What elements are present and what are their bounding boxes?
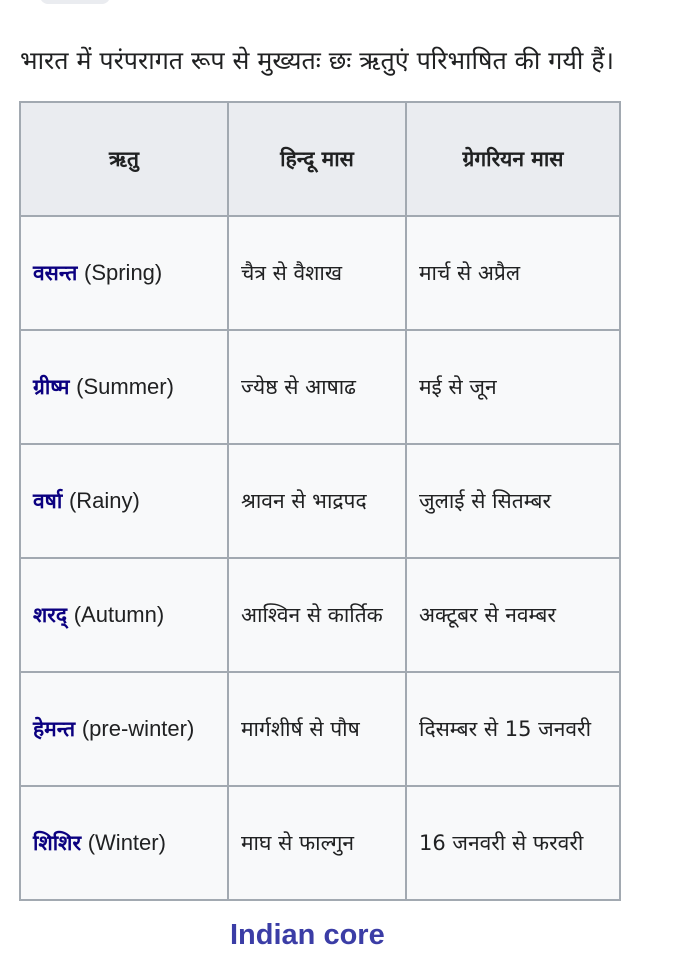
gregorian-month-cell: मई से जून — [406, 330, 620, 444]
header-gregorian-month: ग्रेगरियन मास — [406, 102, 620, 216]
season-english: (Autumn) — [73, 602, 165, 627]
table-row — [20, 444, 620, 558]
season-english: (Spring) — [84, 260, 163, 285]
season-link[interactable]: शरद् — [33, 603, 68, 627]
watermark-caption: Indian core — [230, 919, 385, 951]
gregorian-month-cell: 16 जनवरी से फरवरी — [406, 786, 620, 900]
season-english: (Rainy) — [68, 488, 140, 513]
season-cell — [20, 444, 228, 558]
season-link[interactable]: वर्षा — [33, 489, 63, 513]
intro-paragraph: भारत में परंपरागत रूप से मुख्यतः छः ऋतुएं परिभाषित की गयी हैं। — [20, 46, 615, 75]
season-link[interactable]: ग्रीष्म — [33, 375, 70, 399]
hindu-month-cell: चैत्र से वैशाख — [228, 216, 406, 330]
table-row — [20, 786, 620, 900]
table-header-row — [20, 102, 620, 216]
season-link[interactable]: शिशिर — [33, 831, 82, 855]
hindu-month-cell: ज्येष्ठ से आषाढ — [228, 330, 406, 444]
season-link[interactable]: हेमन्त — [33, 717, 76, 741]
table-row — [20, 558, 620, 672]
season-link[interactable]: वसन्त — [33, 261, 78, 285]
seasons-table — [19, 101, 621, 901]
table-row — [20, 672, 620, 786]
hindu-month-cell: माघ से फाल्गुन — [228, 786, 406, 900]
gregorian-month-cell: दिसम्बर से 15 जनवरी — [406, 672, 620, 786]
gregorian-month-cell: जुलाई से सितम्बर — [406, 444, 620, 558]
top-decoration — [40, 0, 110, 4]
season-cell — [20, 786, 228, 900]
hindu-month-cell: मार्गशीर्ष से पौष — [228, 672, 406, 786]
season-cell — [20, 558, 228, 672]
season-cell — [20, 330, 228, 444]
table-row — [20, 330, 620, 444]
season-cell — [20, 216, 228, 330]
table-row — [20, 216, 620, 330]
gregorian-month-cell: मार्च से अप्रैल — [406, 216, 620, 330]
hindu-month-cell: आश्विन से कार्तिक — [228, 558, 406, 672]
season-english: (Winter) — [87, 830, 166, 855]
gregorian-month-cell: अक्टूबर से नवम्बर — [406, 558, 620, 672]
header-season: ऋतु — [20, 102, 228, 216]
season-english: (Summer) — [76, 374, 174, 399]
header-hindu-month: हिन्दू मास — [228, 102, 406, 216]
hindu-month-cell: श्रावन से भाद्रपद — [228, 444, 406, 558]
season-english: (pre-winter) — [81, 716, 195, 741]
season-cell — [20, 672, 228, 786]
